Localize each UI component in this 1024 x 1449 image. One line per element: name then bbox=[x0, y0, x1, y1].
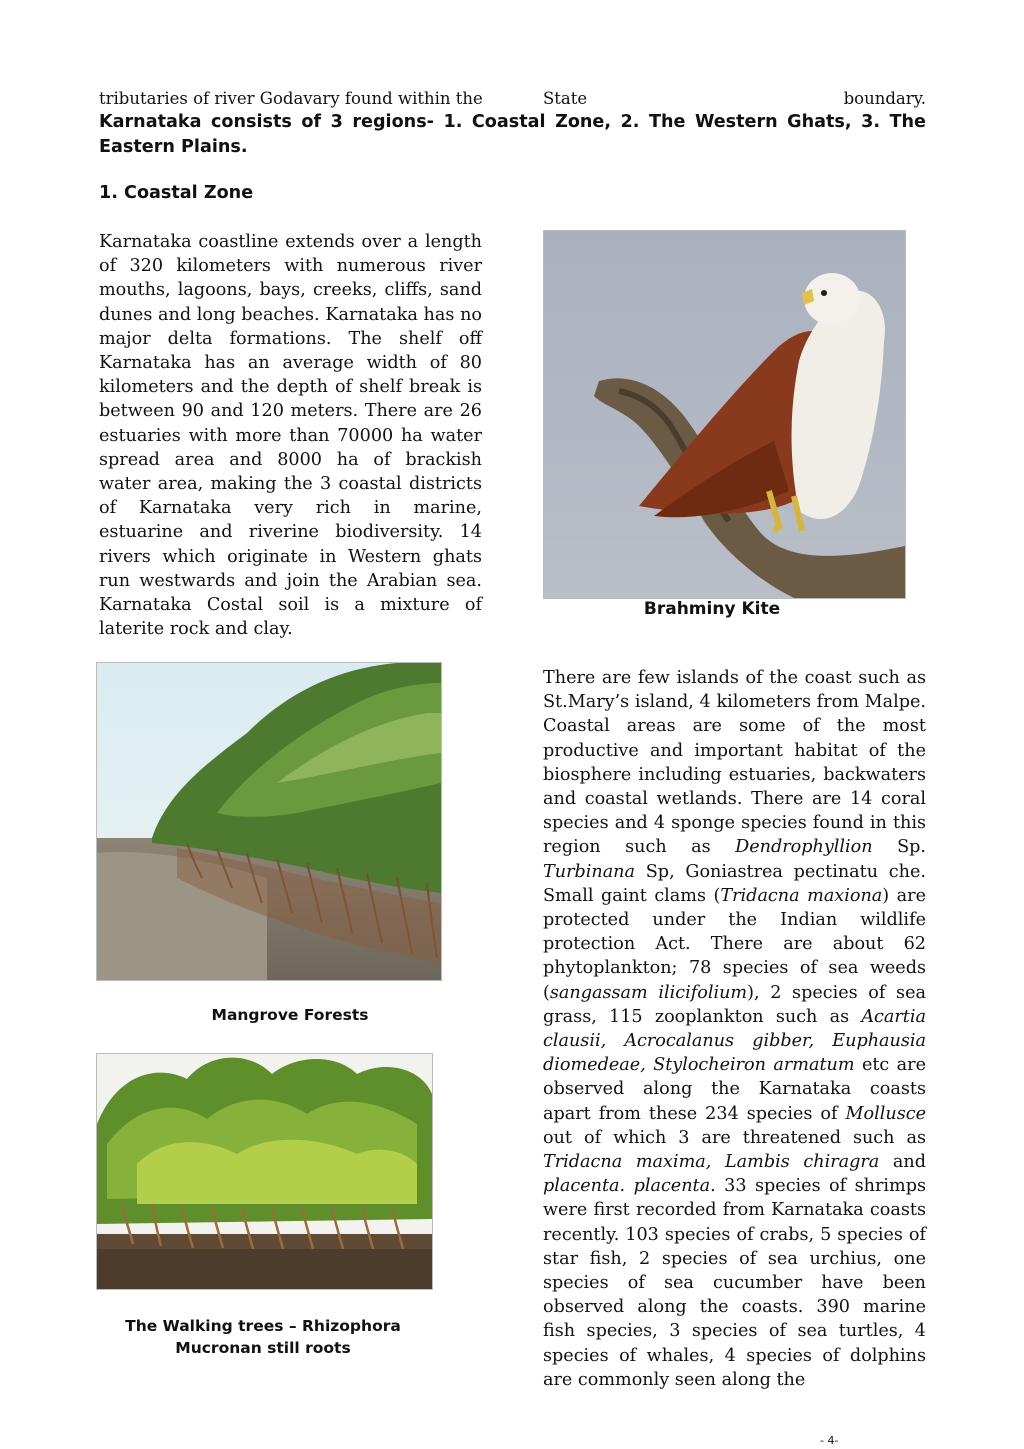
para-text: 33 species of shrimps were first recorded from Karnataka coasts recently. 103 species of crabs, 5 species of star fish, 2 species of sea urchius, one species of sea cucumber have been observed along the coasts. 390 marine fish species, 3 species of sea turtles, 4 species of whales, 4 species of dolphins are commonly seen along the bbox=[543, 1176, 926, 1390]
continuation-text-3: boundary. bbox=[843, 89, 926, 108]
para-text: etc are observed along the Karnataka coasts apart from these 234 species of bbox=[543, 1055, 926, 1124]
walking-trees-caption-line2: Mucronan still roots bbox=[175, 1339, 351, 1357]
para-text: Sp, Goniastrea pectinatu che. Small gaint clams ( bbox=[543, 861, 926, 906]
species-name: Mollusce bbox=[845, 1103, 926, 1124]
brahminy-kite-caption: Brahminy Kite bbox=[643, 599, 781, 619]
islands-paragraph bbox=[543, 666, 926, 1392]
brahminy-kite-photo bbox=[543, 230, 906, 599]
mangrove-forests-caption: Mangrove Forests bbox=[211, 1006, 369, 1024]
species-name: Turbinana bbox=[543, 861, 636, 882]
mangrove-forest-photo bbox=[96, 662, 442, 981]
para-text: out of which 3 are threatened such as bbox=[543, 1127, 926, 1148]
coastline-paragraph: Karnataka coastline extends over a length of 320 kilometers with numerous river mouths, lagoons, bays, creeks, cliffs, sand dunes and long beaches. Karnataka has no major delta formations. The shelf off Karnataka has an average width of 80 kilometers and the depth of shelf break is between 90 and 120 meters. There are 26 estuaries with more than 70000 ha water spread area and 8000 ha of brackish water area, making the 3 coastal districts of Karnataka very rich in marine, estuarine and riverine biodiversity. 14 rivers which originate in Western ghats run westwards and join the Arabian sea. Karnataka Costal soil is a mixture of laterite rock and clay. bbox=[99, 232, 482, 640]
species-name: Tridacna maxiona bbox=[720, 885, 883, 906]
species-name: placenta. placenta. bbox=[543, 1176, 716, 1197]
para-text: ), 2 species of sea grass, 115 zooplankton such as bbox=[543, 982, 926, 1027]
section-heading: 1. Coastal Zone bbox=[99, 183, 254, 203]
para-text: and bbox=[879, 1152, 926, 1173]
species-name: Dendrophyllion bbox=[735, 837, 873, 858]
walking-trees-caption-line1: The Walking trees – Rhizophora bbox=[125, 1317, 401, 1335]
walking-trees-caption bbox=[100, 1315, 426, 1359]
species-name: sangassam ilicifolium bbox=[549, 982, 748, 1003]
walking-trees-photo bbox=[96, 1053, 433, 1290]
page-number: - 4- bbox=[820, 1434, 839, 1447]
para-text: There are few islands of the coast such as St.Mary’s island, 4 kilometers from Malpe. Coastal areas are some of the most productive and important habitat of the biosphere including estuaries, backwaters and coastal wetlands. There are 14 coral species and 4 sponge species found in this region such as bbox=[543, 668, 926, 858]
regions-heading: Karnataka consists of 3 regions- 1. Coastal Zone, 2. The Western Ghats, 3. The Eastern Plains. bbox=[99, 112, 926, 157]
species-name: Tridacna maxima, Lambis chiragra bbox=[543, 1152, 880, 1173]
para-text: ) are protected under the Indian wildlife protection Act. There are about 62 phytoplankton; 78 species of sea weeds ( bbox=[543, 885, 926, 1003]
continuation-text-2: State bbox=[543, 89, 588, 108]
continuation-text-1: tributaries of river Godavary found within the bbox=[99, 89, 483, 108]
para-text: Sp. bbox=[872, 837, 926, 858]
species-name: Acartia clausii, Acrocalanus gibber, Euphausia diomedeae, Stylocheiron armatum bbox=[543, 1006, 926, 1076]
